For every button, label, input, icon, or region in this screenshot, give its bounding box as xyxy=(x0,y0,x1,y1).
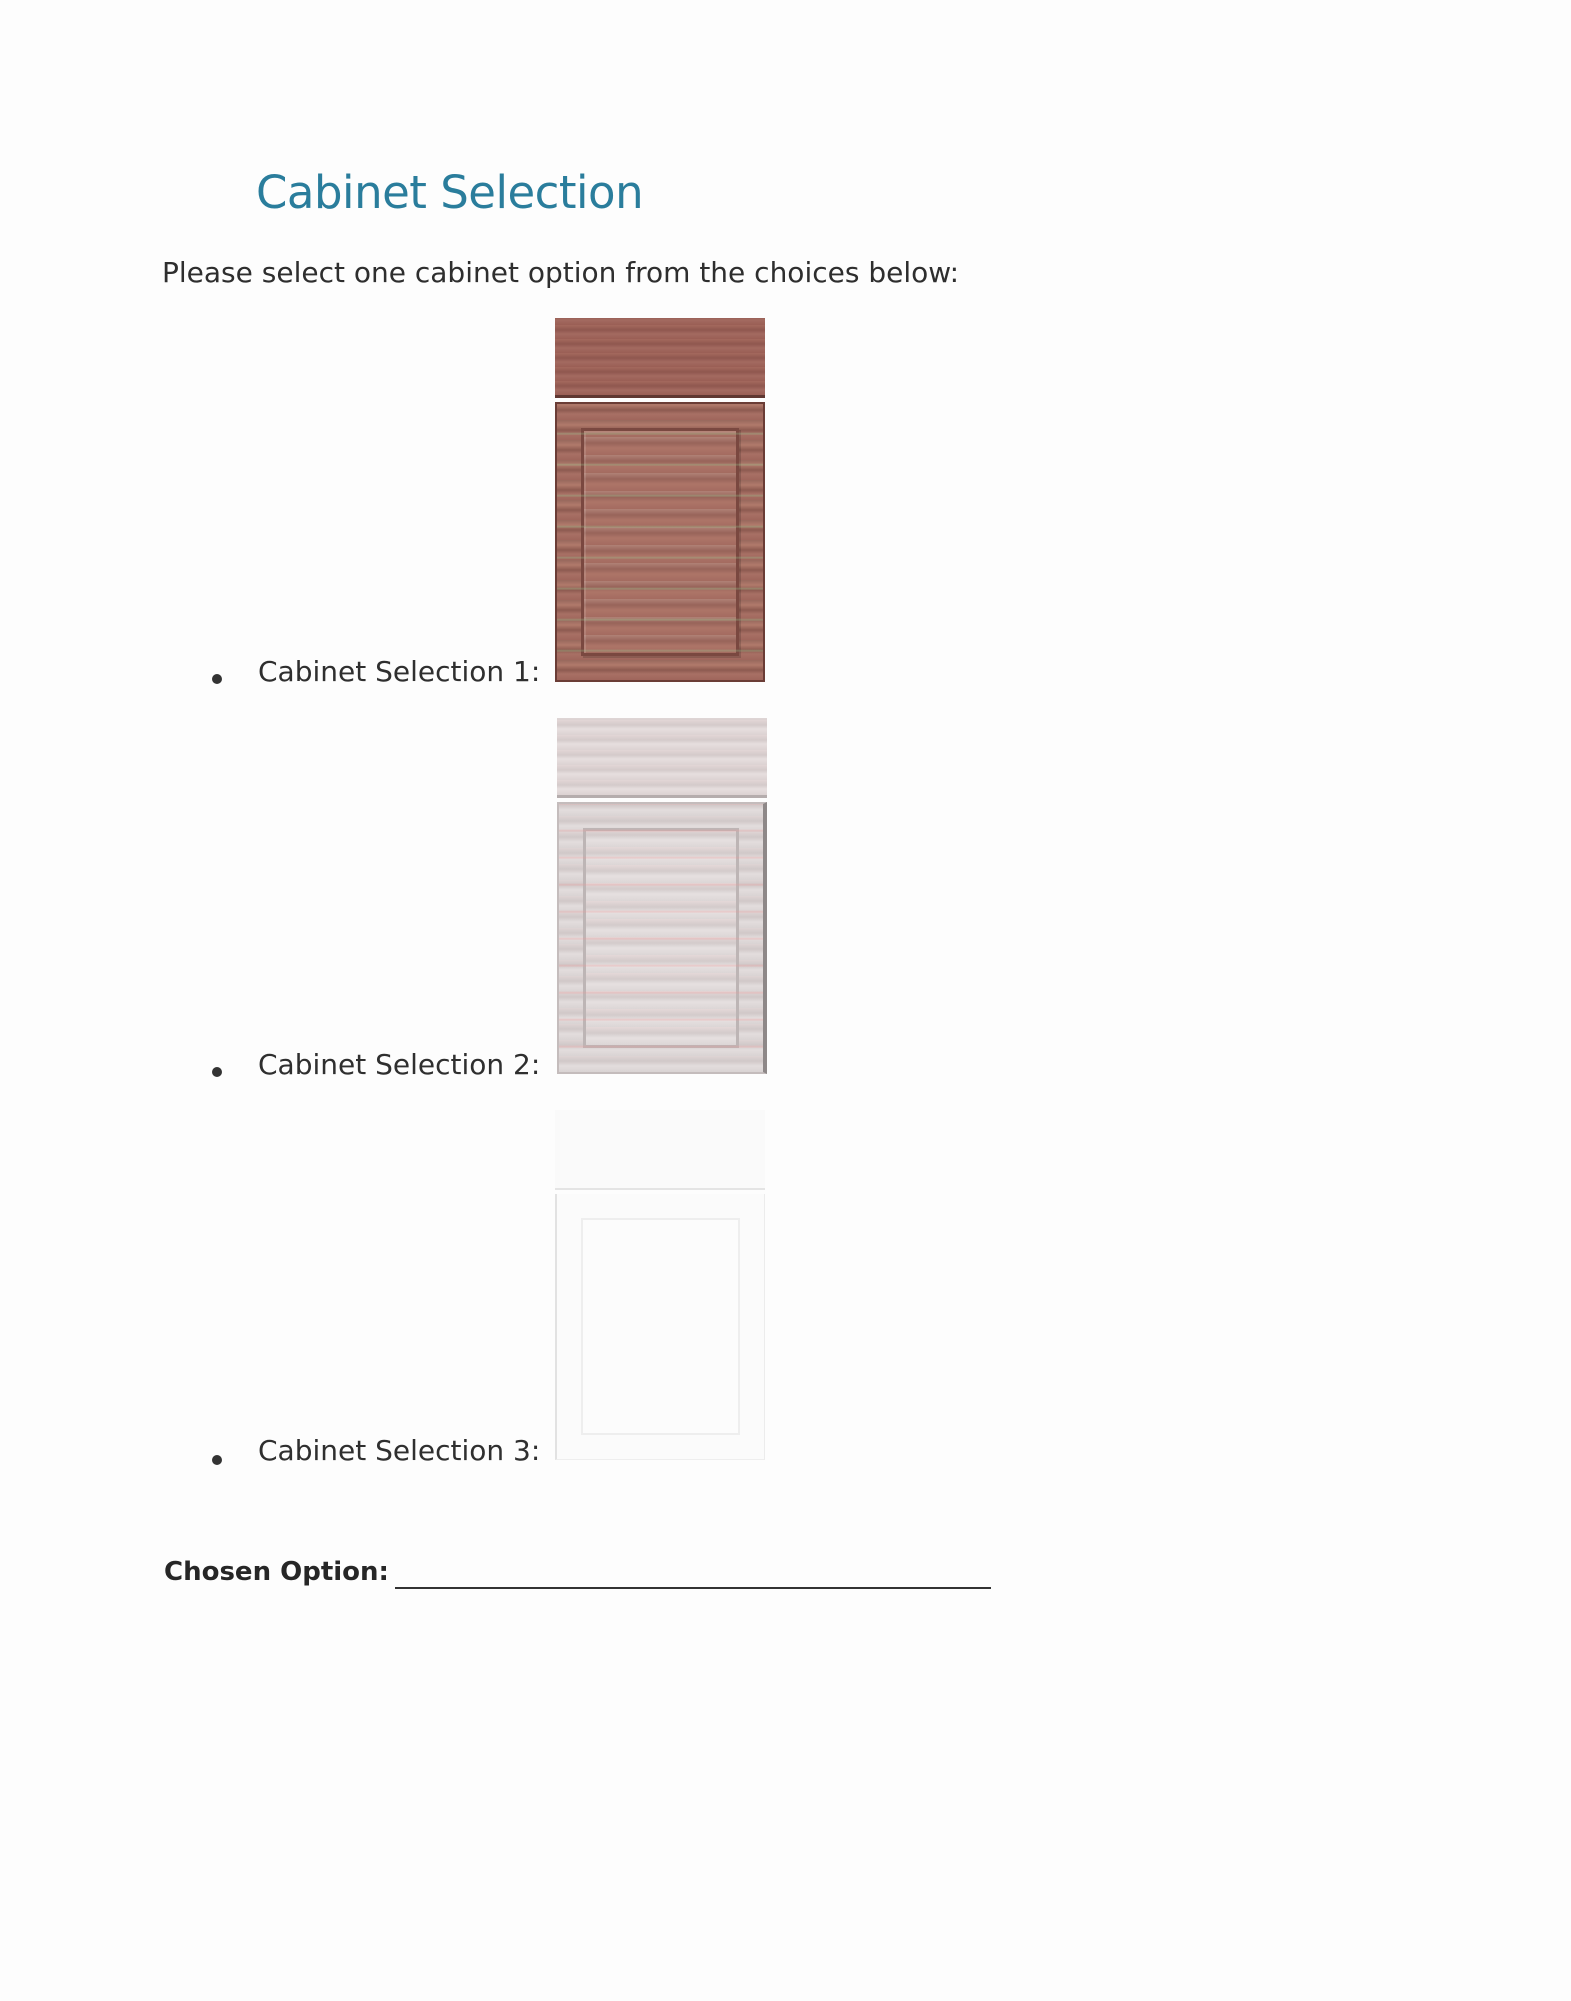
door-panel xyxy=(555,402,765,682)
bullet-icon xyxy=(212,1067,222,1077)
chosen-option-label: Chosen Option: xyxy=(164,1557,389,1587)
cabinet-door-image-walnut xyxy=(555,318,765,682)
cabinet-door-image-light-gray xyxy=(557,718,767,1074)
cabinet-option-label: Cabinet Selection 2: xyxy=(258,1048,541,1081)
door-panel xyxy=(555,1194,765,1460)
cabinet-door-image-white xyxy=(555,1110,765,1460)
chosen-option-row xyxy=(164,1557,1014,1597)
chosen-option-field[interactable] xyxy=(395,1587,991,1589)
bullet-icon xyxy=(212,674,222,684)
cabinet-option-label: Cabinet Selection 3: xyxy=(258,1434,541,1467)
cabinet-option-1[interactable] xyxy=(0,318,1571,688)
intro-text: Please select one cabinet option from the choices below: xyxy=(162,256,960,289)
door-inset-panel xyxy=(581,1218,740,1435)
cabinet-option-2[interactable] xyxy=(0,718,1571,1081)
drawer-front xyxy=(557,718,767,798)
page-title: Cabinet Selection xyxy=(256,166,644,219)
cabinet-option-label: Cabinet Selection 1: xyxy=(258,655,541,688)
bullet-icon xyxy=(212,1455,222,1465)
door-panel xyxy=(557,802,767,1074)
drawer-front xyxy=(555,318,765,398)
cabinet-option-3[interactable] xyxy=(0,1110,1571,1467)
door-inset-panel xyxy=(581,428,739,656)
door-inset-panel xyxy=(583,828,739,1048)
drawer-front xyxy=(555,1110,765,1190)
